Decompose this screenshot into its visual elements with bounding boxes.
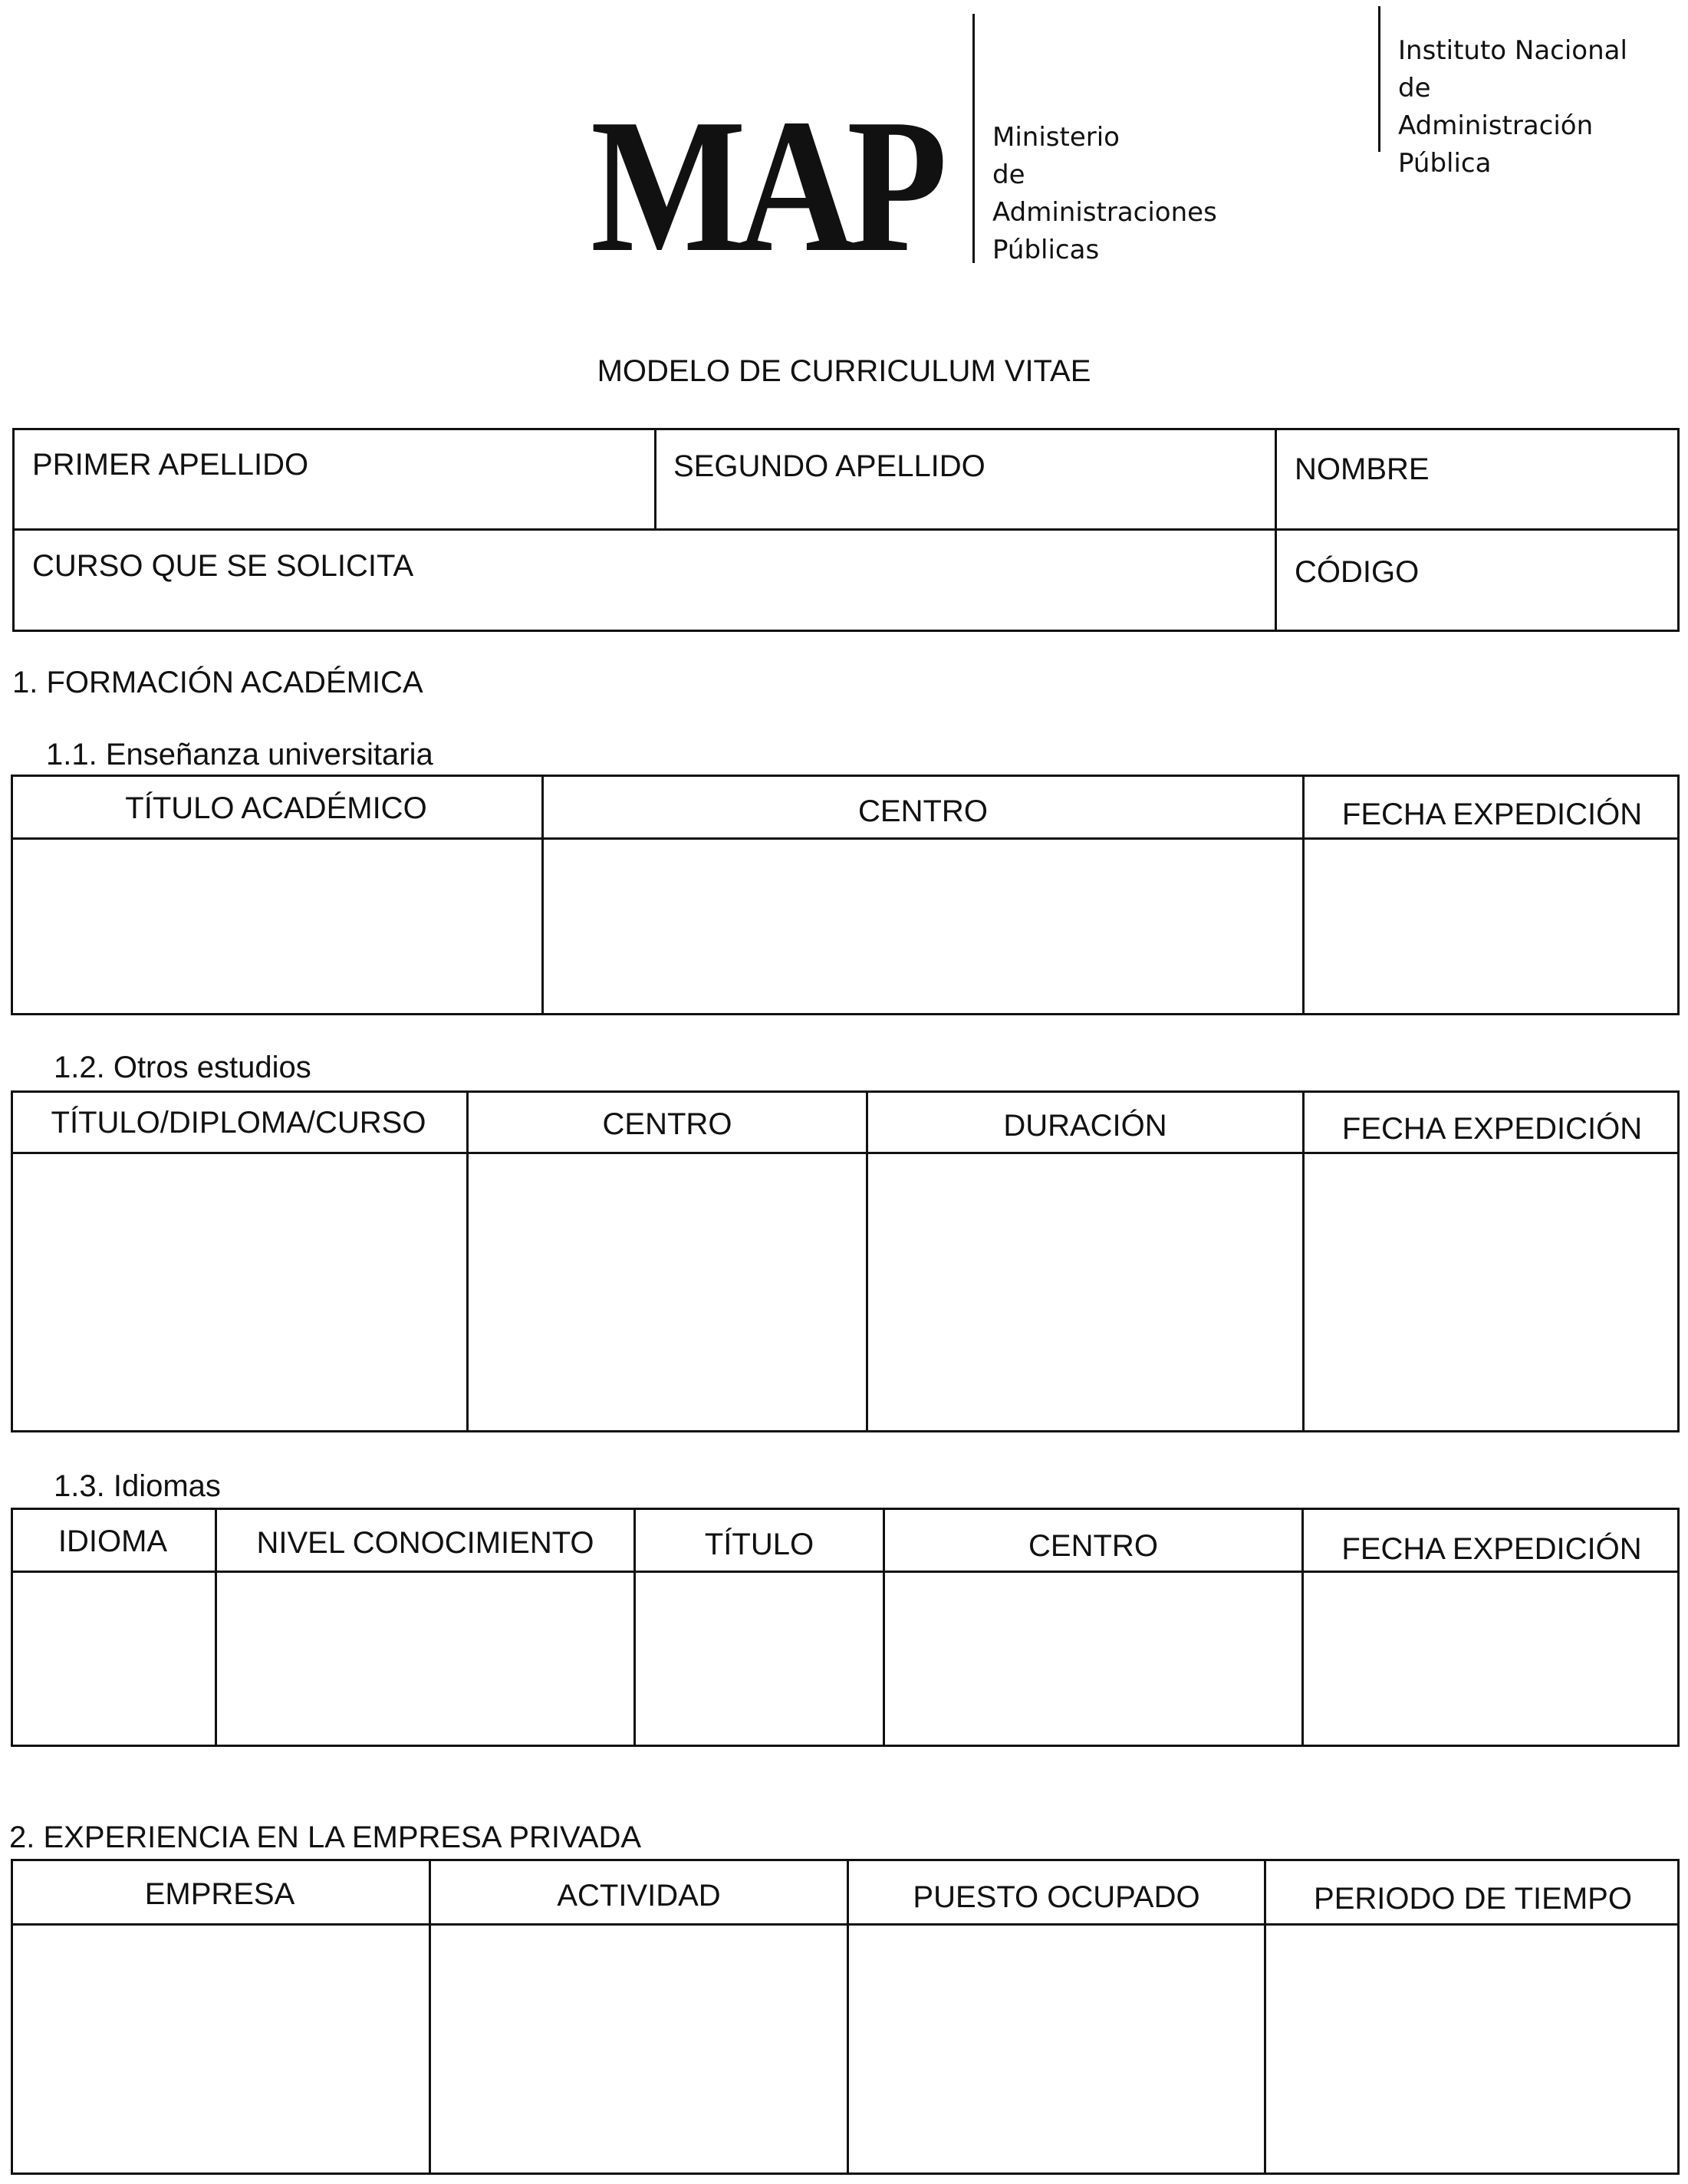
subsection-1-1-title: 1.1. Enseñanza universitaria (46, 738, 433, 771)
other-studies-col-titulo: TÍTULO/DIPLOMA/CURSO (51, 1106, 426, 1140)
institute-name (1398, 32, 1688, 183)
private-experience-col-puesto: PUESTO OCUPADO (913, 1880, 1200, 1914)
institute-line-2: de (1398, 73, 1431, 104)
private-experience-header-divider (11, 1923, 1680, 1926)
university-col-fecha: FECHA EXPEDICIÓN (1341, 798, 1643, 831)
private-experience-col-empresa: EMPRESA (144, 1877, 295, 1911)
university-col-centro: CENTRO (858, 794, 988, 828)
languages-col-centro: CENTRO (1028, 1529, 1158, 1563)
ministry-line-3: Administraciones (992, 197, 1217, 228)
section-1-title: 1. FORMACIÓN ACADÉMICA (12, 666, 423, 699)
institute-line-3: Administración Pública (1398, 110, 1594, 179)
languages-col-nivel: NIVEL CONOCIMIENTO (256, 1526, 594, 1560)
institute-divider (1378, 6, 1380, 152)
institute-line-1: Instituto Nacional (1398, 35, 1627, 66)
other-studies-header-divider (11, 1152, 1680, 1154)
languages-header-divider (11, 1571, 1680, 1573)
document-title: MODELO DE CURRICULUM VITAE (597, 354, 1091, 388)
personal-col-divider-1 (654, 428, 656, 530)
other-studies-col-fecha: FECHA EXPEDICIÓN (1341, 1112, 1643, 1146)
codigo-label: CÓDIGO (1295, 555, 1420, 589)
section-2-title: 2. EXPERIENCIA EN LA EMPRESA PRIVADA (9, 1821, 642, 1854)
languages-col-fecha: FECHA EXPEDICIÓN (1341, 1532, 1642, 1566)
subsection-1-3-title: 1.3. Idiomas (54, 1469, 221, 1503)
ministry-line-1: Ministerio (992, 122, 1120, 153)
logo-divider (972, 14, 975, 263)
ministry-line-4: Públicas (992, 235, 1100, 265)
personal-col-divider-2 (1275, 428, 1277, 632)
university-header-divider (11, 837, 1680, 840)
curso-label: CURSO QUE SE SOLICITA (32, 549, 414, 583)
map-logo: MAP (591, 80, 939, 292)
ministry-line-2: de (992, 160, 1025, 190)
ministry-name (992, 119, 1217, 269)
personal-row-divider (12, 528, 1680, 531)
private-experience-col-periodo: PERIODO DE TIEMPO (1314, 1882, 1632, 1916)
nombre-label: NOMBRE (1295, 452, 1430, 486)
other-studies-col-duracion: DURACIÓN (1003, 1109, 1167, 1143)
other-studies-col-centro: CENTRO (602, 1107, 732, 1141)
primer-apellido-label: PRIMER APELLIDO (32, 448, 309, 482)
subsection-1-2-title: 1.2. Otros estudios (54, 1051, 311, 1084)
university-col-titulo: TÍTULO ACADÉMICO (125, 791, 427, 825)
languages-col-titulo: TÍTULO (704, 1528, 814, 1561)
private-experience-col-actividad: ACTIVIDAD (557, 1879, 721, 1913)
languages-col-idioma: IDIOMA (58, 1525, 168, 1558)
segundo-apellido-label: SEGUNDO APELLIDO (673, 449, 985, 483)
